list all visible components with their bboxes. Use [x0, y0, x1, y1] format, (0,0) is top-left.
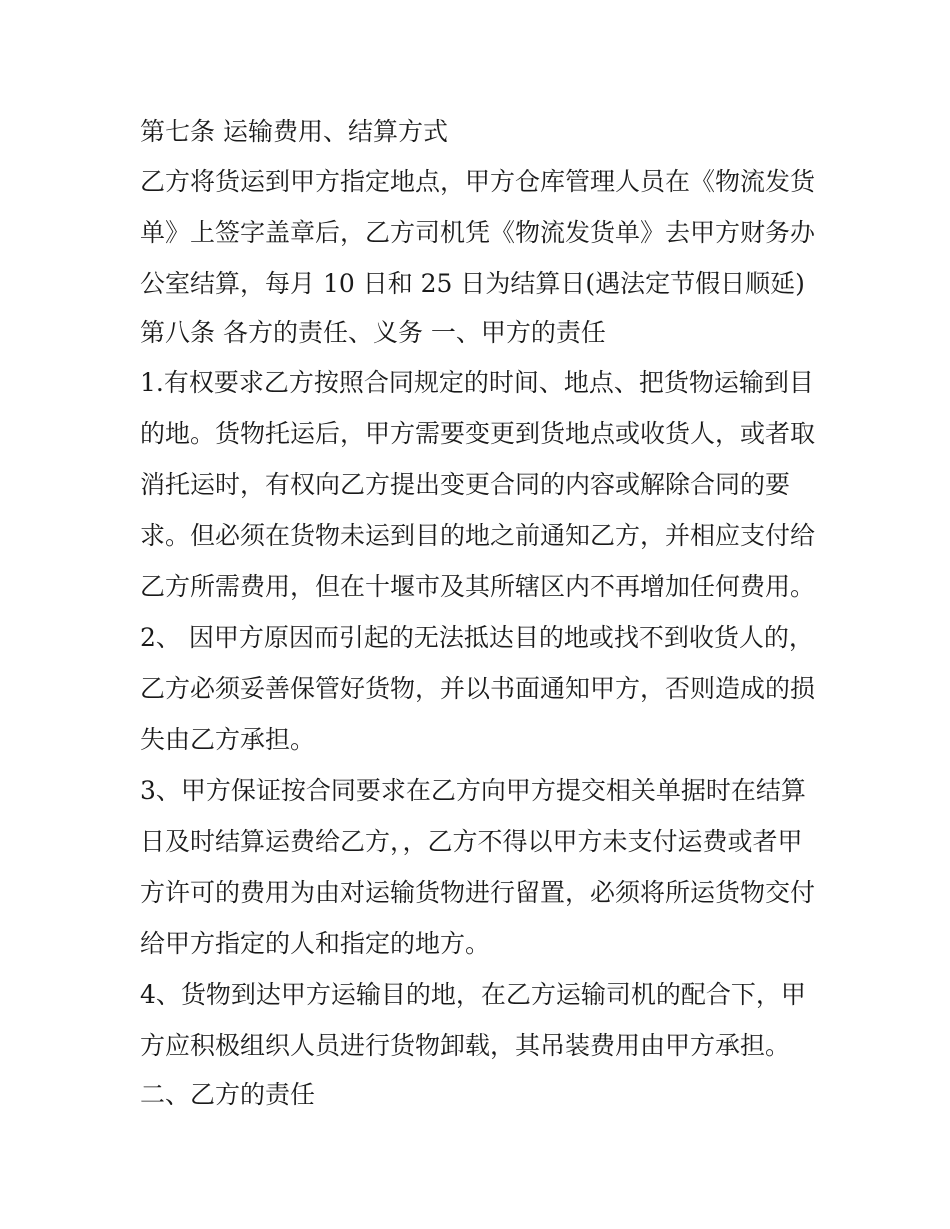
paragraph-line: 消托运时，有权向乙方提出变更合同的内容或解除合同的要 [140, 470, 791, 499]
paragraph-line: 日及时结算运费给乙方，，乙方不得以甲方未支付运费或者甲 [140, 827, 803, 856]
paragraph-line: 2、 因甲方原因而引起的无法抵达目的地或找不到收货人的， [140, 623, 814, 652]
paragraph-line: 单》上签字盖章后，乙方司机凭《物流发货单》去甲方财务办 [140, 218, 816, 247]
paragraph-line: 乙方必须妥善保管好货物，并以书面通知甲方，否则造成的损 [140, 674, 816, 703]
article-8-heading: 第八条 各方的责任、义务 一、甲方的责任 [140, 318, 606, 347]
paragraph-line: 的地。货物托运后，甲方需要变更到货地点或收货人，或者取 [140, 419, 816, 448]
paragraph-line: 公室结算，每月 10 日和 25 日为结算日(遇法定节假日顺延) [140, 269, 805, 298]
article-7-heading: 第七条 运输费用、结算方式 [140, 117, 448, 146]
paragraph-line: 方许可的费用为由对运输货物进行留置，必须将所运货物交付 [140, 878, 816, 907]
paragraph-line: 4、货物到达甲方运输目的地，在乙方运输司机的配合下，甲 [140, 980, 806, 1009]
paragraph-line: 给甲方指定的人和指定的地方。 [140, 929, 491, 958]
paragraph-line: 1.有权要求乙方按照合同规定的时间、地点、把货物运输到目 [140, 368, 814, 397]
paragraph-line: 3、甲方保证按合同要求在乙方向甲方提交相关单据时在结算 [140, 776, 806, 805]
document-body [140, 108, 820, 1119]
paragraph-line: 求。但必须在货物未运到目的地之前通知乙方，并相应支付给 [140, 521, 816, 550]
paragraph-line: 乙方将货运到甲方指定地点，甲方仓库管理人员在《物流发货 [140, 167, 816, 196]
paragraph-line: 乙方所需费用，但在十堰市及其所辖区内不再增加任何费用。 [140, 572, 816, 601]
party-b-responsibility-heading: 二、乙方的责任 [140, 1080, 316, 1109]
paragraph-line: 方应积极组织人员进行货物卸载，其吊装费用由甲方承担。 [140, 1031, 791, 1060]
paragraph-line: 失由乙方承担。 [140, 725, 316, 754]
